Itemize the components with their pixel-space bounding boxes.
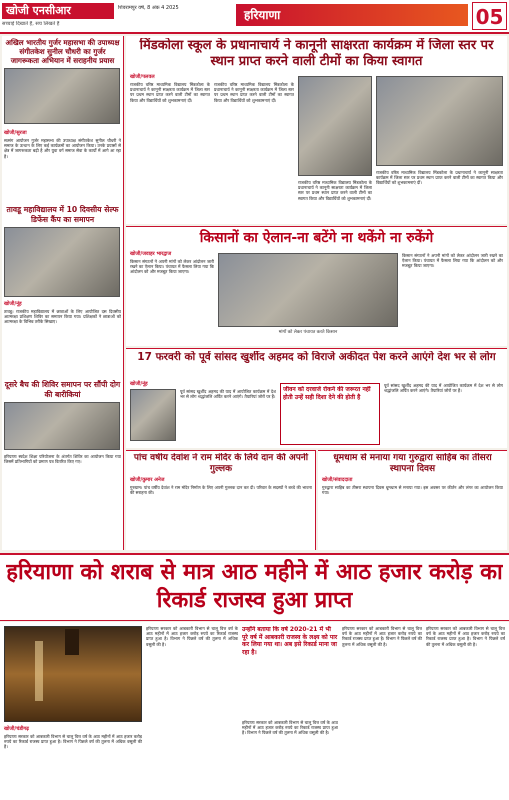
liquor-headline: हरियाणा को शराब से मात्र आठ महीने में आठ हजार करोड़ का रिकार्ड राजस्व हुआ प्राप्त — [6, 560, 503, 613]
left-headline-2: तावडू महाविद्यालय में 10 दिवसीय सेल्फ डिफेंस कैंप का समापन — [6, 205, 119, 224]
gurudwara-byline: खोजी/संवाददाता — [322, 477, 353, 483]
liquor-body-col-2: हरियाणा सरकार को आबकारी विभाग से चालू वित्त वर्ष के आठ महीनों में आठ हजार करोड़ रुपये का रिकार्ड राजस्व प्राप्त हुआ है। विभाग ने पिछले वर्ष की तुलना में अधिक वसूली की है। — [146, 626, 238, 647]
left-body-3: हरियाणा स्वदेश शिक्षा परियोजना के अंतर्गत शिविर का आयोजन किया गया जिसमें प्रतिभागियों को प्रमाण पत्र वितरित किए गए। — [4, 454, 121, 465]
event-body-col-1: पूर्व सांसद खुर्शीद अहमद की याद में आयोजित कार्यक्रम में देश भर से लोग श्रद्धांजलि अर्पित करने आएंगे। तैयारियां जोरों पर हैं। — [180, 389, 276, 400]
masthead — [0, 0, 509, 34]
top-photo-2 — [376, 76, 503, 166]
devansh-story — [126, 450, 316, 550]
liquor-quote: उन्होंने बताया कि वर्ष 2020-21 में भी पूरे वर्ष में आबकारी राजस्व के लक्ष्य को पार कर लिया गया था। अब इसे रिकार्ड माना जा रहा है। — [242, 626, 338, 656]
devansh-body: गुरुग्राम। पांच वर्षीय देवांश ने राम मंदिर निर्माण के लिए अपनी गुल्लक दान कर दी। परिवार के सदस्यों ने बच्चे की भावना की सराहना की। — [130, 485, 312, 496]
top-story — [126, 36, 507, 224]
page-number: 05 — [472, 2, 507, 30]
left-photo-3-wrap — [4, 402, 121, 454]
left-caption-2: खोजी/नूंह — [4, 301, 22, 307]
liquor-photo — [4, 626, 142, 722]
tagline: सच्चाई दिखाते हैं, सच लिखते हैं — [2, 21, 60, 27]
liquor-body-col-3: हरियाणा सरकार को आबकारी विभाग से चालू वित्त वर्ष के आठ महीनों में आठ हजार करोड़ रुपये का रिकार्ड राजस्व प्राप्त हुआ है। विभाग ने पिछले वर्ष की तुलना में अधिक वसूली की है। — [242, 720, 338, 736]
top-body-col-2: राजकीय वरिष्ठ माध्यमिक विद्यालय मिंडकोला के प्रधानाचार्य ने कानूनी साक्षरता कार्यक्रम में जिला स्तर पर प्रथम स्थान प्राप्त करने वाली टीमों का स्वागत किया और विद्यार्थियों को शुभकामनाएं दीं। — [214, 82, 294, 103]
liquor-byline: खोजी/चंडीगढ़ — [4, 726, 29, 732]
left-body-1: सत्संग आयोजन गुर्जर महासभा की उपाध्यक्ष संगीतकेश सुनील चौधरी ने समाज के उत्थान के लिए कई कार्यक्रमों का आयोजन किया। उनके प्रयासों से क्षेत्र में जागरूकता बढ़ी है और युवा वर्ग समाज सेवा के कार्यों में आगे आ रहा है। — [4, 138, 121, 159]
section-title: हरियाणा — [236, 4, 468, 26]
liquor-story — [0, 622, 509, 800]
farmers-body-col-1: किसान संगठनों ने अपनी मांगों को लेकर आंदोलन जारी रखने का ऐलान किया। पंचायत में फैसला लिया गया कि आंदोलन को और मजबूत किया जाएगा। — [130, 259, 214, 275]
left-photo-2-wrap — [4, 227, 121, 301]
event-headline: 17 फरवरी को पूर्व सांसद खुर्शीद अहमद को विराजे अकीदत पेश करने आएंगे देश भर से लोग — [137, 351, 496, 363]
event-story — [126, 348, 507, 448]
event-body-col-2: पूर्व सांसद खुर्शीद अहमद की याद में आयोजित कार्यक्रम में देश भर से लोग श्रद्धांजलि अर्पित करने आएंगे। तैयारियां जोरों पर हैं। — [384, 383, 503, 394]
top-body-col-3: राजकीय वरिष्ठ माध्यमिक विद्यालय मिंडकोला के प्रधानाचार्य ने कानूनी साक्षरता कार्यक्रम में जिला स्तर पर प्रथम स्थान प्राप्त करने वाली टीमों का स्वागत किया और विद्यार्थियों को शुभकामनाएं दीं। — [298, 180, 372, 201]
gurudwara-body: गुरुद्वारा साहिब का तीसरा स्थापना दिवस धूमधाम से मनाया गया। इस अवसर पर कीर्तन और लंगर का आयोजन किया गया। — [322, 485, 503, 496]
bottle-neck-shape — [65, 629, 79, 655]
left-headline-3: दूसरे बैच की शिविर समापन पर सौंपी दोग की बारीकियां — [4, 380, 121, 399]
farmers-headline: किसानों का ऐलान-ना बटेंगे ना थकेंगे ना रुकेंगे — [199, 230, 434, 246]
farmers-photo — [218, 253, 398, 327]
devansh-byline: खोजी/कुमार अनेज — [130, 477, 165, 483]
farmers-story — [126, 226, 507, 346]
top-body-col-1: राजकीय वरिष्ठ माध्यमिक विद्यालय मिंडकोला के प्रधानाचार्य ने कानूनी साक्षरता कार्यक्रम में जिला स्तर पर प्रथम स्थान प्राप्त करने वाली टीमों का स्वागत किया और विद्यार्थियों को शुभकामनाएं दीं। — [130, 82, 210, 103]
gurudwara-headline: धूमधाम से मनाया गया गुरुद्वारा साहिब का तीसरा स्थापना दिवस — [333, 453, 492, 474]
left-photo-1 — [4, 68, 120, 124]
liquor-body-col-5: हरियाणा सरकार को आबकारी विभाग से चालू वित्त वर्ष के आठ महीनों में आठ हजार करोड़ रुपये का रिकार्ड राजस्व प्राप्त हुआ है। विभाग ने पिछले वर्ष की तुलना में अधिक वसूली की है। — [426, 626, 505, 647]
farmers-byline: खोजी/जवाहर भारद्वाज — [130, 251, 172, 257]
left-photo-3 — [4, 402, 120, 450]
left-column — [2, 36, 124, 550]
paper-logo: खोजी एनसीआर — [2, 3, 114, 19]
liquor-body-col-4: हरियाणा सरकार को आबकारी विभाग से चालू वित्त वर्ष के आठ महीनों में आठ हजार करोड़ रुपये का रिकार्ड राजस्व प्राप्त हुआ है। विभाग ने पिछले वर्ष की तुलना में अधिक वसूली की है। — [342, 626, 422, 647]
farmers-photo-caption: मांगों को लेकर पंचायत करते किसान — [278, 330, 338, 335]
top-byline: खोजी/पलवल — [130, 74, 155, 80]
left-body-2: तावडू। राजकीय महाविद्यालय में छात्राओं के लिए आयोजित दस दिवसीय आत्मरक्षा प्रशिक्षण शिविर का समापन किया गया। प्रशिक्षकों ने छात्राओं को आत्मरक्षा के विभिन्न तरीके सिखाए। — [4, 309, 121, 325]
dateline: शिवरामपुर वर्ष, 8 अंक 4 2025 — [118, 5, 179, 11]
event-quote-box — [280, 383, 380, 445]
left-photo-2 — [4, 227, 120, 297]
event-byline: खोजी/नूंह — [130, 381, 148, 387]
gurudwara-story — [318, 450, 507, 550]
farmers-body-col-2: किसान संगठनों ने अपनी मांगों को लेकर आंदोलन जारी रखने का ऐलान किया। पंचायत में फैसला लिया गया कि आंदोलन को और मजबूत किया जाएगा। — [402, 253, 503, 269]
liquor-headline-band — [0, 553, 509, 621]
liquor-body-col-1: हरियाणा सरकार को आबकारी विभाग से चालू वित्त वर्ष के आठ महीनों में आठ हजार करोड़ रुपये का रिकार्ड राजस्व प्राप्त हुआ है। विभाग ने पिछले वर्ष की तुलना में अधिक वसूली की है। — [4, 734, 142, 750]
event-quote: जीवन को दरवाजे रोकने की जरूरत नहीं होती उन्हें सही दिशा देने की होती है — [283, 386, 371, 401]
devansh-headline: पांच वर्षीय देवांश ने राम मंदिर के लिये दान की अपनी गुल्लक — [133, 453, 309, 474]
top-body-col-4: राजकीय वरिष्ठ माध्यमिक विद्यालय मिंडकोला के प्रधानाचार्य ने कानूनी साक्षरता कार्यक्रम में जिला स्तर पर प्रथम स्थान प्राप्त करने वाली टीमों का स्वागत किया और विद्यार्थियों को शुभकामनाएं दीं। — [376, 170, 503, 186]
top-headline: मिंडकोला स्कूल के प्रधानाचार्य ने कानूनी साक्षरता कार्यक्रम में जिला स्तर पर स्थान प्राप्त करने वाली टीमों का किया स्वागत — [139, 38, 494, 69]
bottle-shine-shape — [35, 641, 43, 701]
event-photo — [130, 389, 176, 441]
left-headline-1: अखिल भारतीय गुर्जर महासभा की उपाध्यक्ष संगीतकेश सुनील चौधरी का गुर्जर जागरूकता अभियान में सराहनीय प्रयास — [5, 38, 120, 65]
left-photo-1-wrap — [4, 68, 121, 130]
left-caption-1: खोजी/सुरजा — [4, 130, 27, 136]
top-photo-1 — [298, 76, 372, 176]
